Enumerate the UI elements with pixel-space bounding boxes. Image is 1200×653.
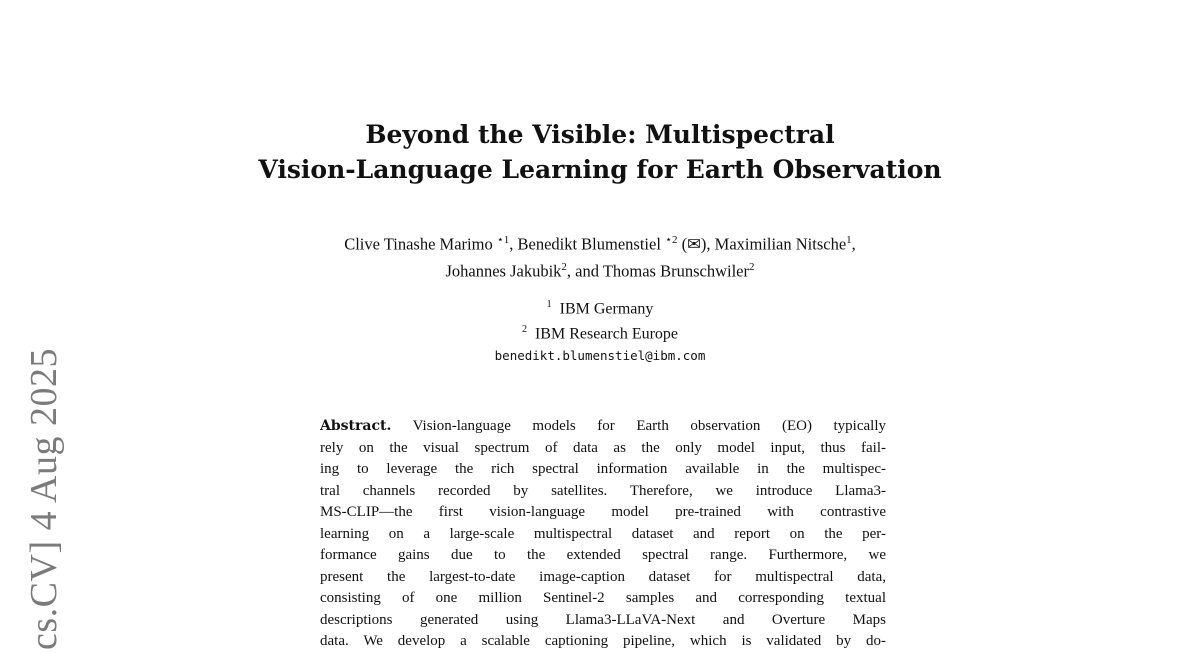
author-line-2 (0, 256, 1200, 283)
author-mark: 2 (749, 260, 755, 273)
affiliation-name: IBM Germany (559, 300, 654, 318)
abstract-line: formance gains due to the extended spectral range. Furthermore, we (320, 547, 886, 563)
abstract-line: tral channels recorded by satellites. Therefore, we introduce Llama3- (320, 482, 886, 499)
affiliation-name: IBM Research Europe (534, 325, 679, 343)
abstract-line: learning on a large-scale multispectral dataset and report on the per- (320, 525, 886, 542)
author-mark: 2 (561, 260, 567, 273)
abstract-line: MS-CLIP—the first vision-language model pre-trained with contrastive (320, 504, 886, 520)
abstract-line: descriptions generated using Llama3-LLaVA-Next and Overture Maps (320, 611, 886, 628)
abstract-label: Abstract. (320, 418, 392, 434)
abstract-line: present the largest-to-date image-caption dataset for multispectral data, (320, 568, 886, 585)
contact-email[interactable]: benedikt.blumenstiel@ibm.com (494, 347, 706, 363)
affiliation-1 (0, 294, 1200, 319)
title-line-2: Vision-Language Learning for Earth Observation (258, 155, 942, 184)
affiliation-number: 2 (521, 324, 527, 336)
author-separator: , (851, 234, 856, 254)
author-name: (✉), Maximilian Nitsche (677, 234, 847, 254)
affiliation-2 (0, 319, 1200, 344)
affiliation-number: 1 (546, 299, 552, 310)
author-mark: ⋆1 (496, 234, 510, 246)
author-name: Johannes Jakubik (445, 261, 562, 280)
abstract-line: ing to leverage the rich spectral information available in the multispec- (320, 461, 886, 477)
affiliations (0, 294, 1200, 366)
abstract-text: Vision-language models for Earth observation (EO) typically (391, 418, 886, 434)
author-mark: ⋆2 (665, 234, 678, 246)
abstract (320, 416, 886, 653)
title-line-1: Beyond the Visible: Multispectral (365, 120, 835, 149)
author-mark: 1 (846, 234, 852, 246)
author-name: , and Thomas Brunschwiler (566, 261, 750, 280)
paper-title (0, 117, 1200, 187)
abstract-line: data. We develop a scalable captioning pipeline, which is validated by do- (320, 633, 886, 649)
abstract-line: rely on the visual spectrum of data as the only model input, thus fail- (320, 439, 886, 456)
abstract-line: consisting of one million Sentinel-2 samples and corresponding textual (320, 590, 886, 606)
author-name: , Benedikt Blumenstiel (509, 234, 666, 254)
arxiv-side-stamp: cs.CV] 4 Aug 2025 (23, 348, 65, 650)
author-name: Clive Tinashe Marimo (344, 234, 497, 254)
abstract-line (320, 416, 886, 438)
author-line-1 (0, 229, 1200, 256)
author-list (0, 229, 1200, 282)
